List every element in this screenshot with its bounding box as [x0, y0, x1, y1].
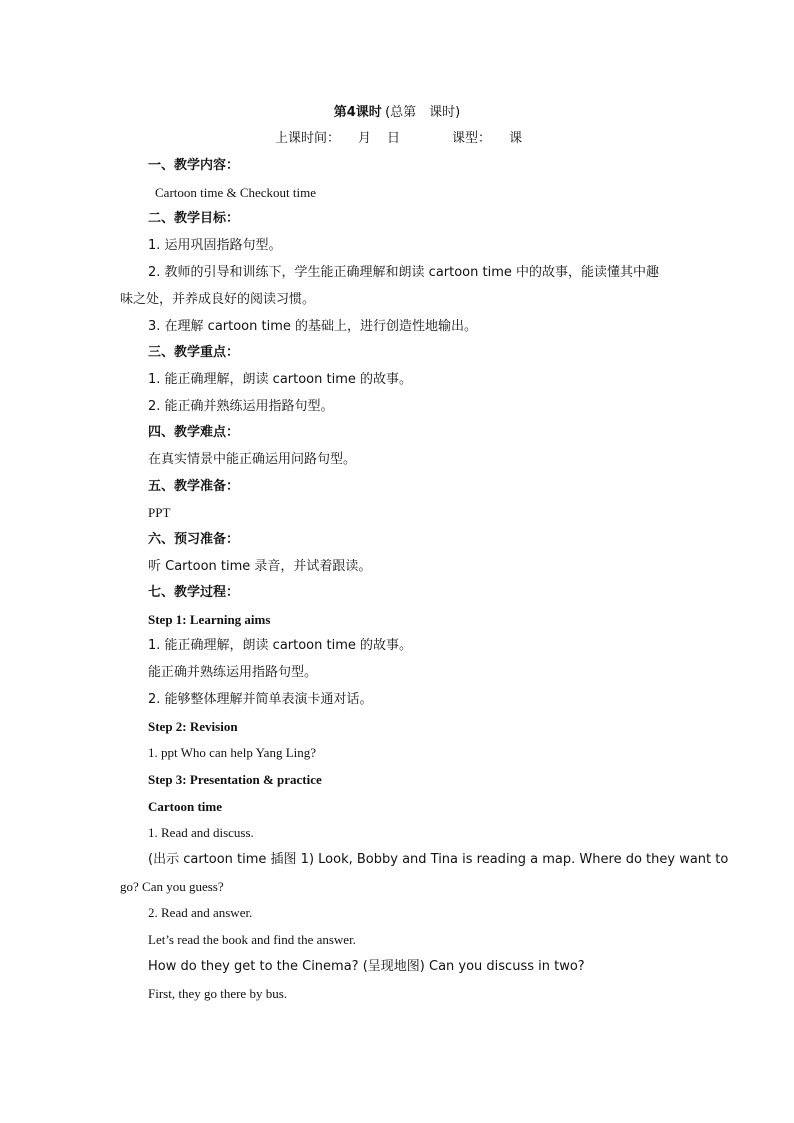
lesson-type-label: 课型：	[452, 131, 492, 146]
cartoon-text-a: Let’s read the book and find the answer.	[148, 932, 356, 947]
cartoon-paragraph-line-2: go? Can you guess?	[120, 879, 224, 894]
cartoon-item-1: 1. Read and discuss.	[148, 825, 254, 840]
cartoon-paragraph-line-1: (出示 cartoon time 插图 1) Look, Bobby and Tina is reading a map. Where do they want to	[148, 852, 729, 867]
step-1-item-1b: 能正确并熟练运用指路句型。	[148, 665, 318, 680]
step-1-heading: Step 1: Learning aims	[148, 612, 271, 627]
section-heading-process: 七、教学过程：	[148, 585, 240, 600]
section-heading-goals: 二、教学目标：	[148, 211, 240, 226]
cartoon-text-c: First, they go there by bus.	[148, 986, 288, 1001]
section-heading-preview: 六、预习准备：	[148, 532, 240, 547]
key-point-2: 2. 能正确并熟练运用指路句型。	[148, 399, 334, 414]
step-2-heading: Step 2: Revision	[148, 719, 238, 734]
month-label: 月	[358, 131, 372, 146]
lesson-title	[0, 104, 794, 121]
preparation-text: PPT	[148, 505, 171, 520]
step-1-item-2: 2. 能够整体理解并简单表演卡通对话。	[148, 692, 373, 707]
lesson-number: 第4课时	[333, 105, 382, 120]
goal-item-2-line-1: 2. 教师的引导和训练下，学生能正确理解和朗读 cartoon time 中的故事，能读懂其中趣	[148, 265, 660, 280]
section-heading-preparation: 五、教学准备：	[148, 479, 240, 494]
difficulty-text: 在真实情景中能正确运用问路句型。	[148, 452, 357, 467]
cartoon-time-heading: Cartoon time	[148, 799, 223, 814]
class-time-row	[275, 131, 522, 147]
goal-item-2-line-2: 味之处，并养成良好的阅读习惯。	[120, 292, 316, 307]
key-point-1: 1. 能正确理解，朗读 cartoon time 的故事。	[148, 372, 413, 387]
class-time-label: 上课时间：	[275, 131, 341, 146]
lesson-total: (总第 课时)	[385, 105, 461, 120]
section-heading-key-points: 三、教学重点：	[148, 345, 240, 360]
goal-item-1: 1. 运用巩固指路句型。	[148, 238, 282, 253]
cartoon-text-b: How do they get to the Cinema? (呈现地图) Can you discuss in two?	[148, 959, 585, 974]
step-2-item-1: 1. ppt Who can help Yang Ling?	[148, 745, 317, 760]
cartoon-item-2: 2. Read and answer.	[148, 905, 253, 920]
step-1-item-1: 1. 能正确理解，朗读 cartoon time 的故事。	[148, 638, 413, 653]
step-3-heading: Step 3: Presentation & practice	[148, 772, 322, 787]
section-heading-content: 一、教学内容：	[148, 158, 240, 173]
section-content-text: Cartoon time & Checkout time	[155, 185, 317, 200]
lesson-type-value: 课	[509, 131, 523, 146]
preview-text: 听 Cartoon time 录音，并试着跟读。	[148, 559, 372, 574]
day-label: 日	[387, 131, 401, 146]
goal-item-3: 3. 在理解 cartoon time 的基础上，进行创造性地输出。	[148, 319, 478, 334]
section-heading-difficulties: 四、教学难点：	[148, 425, 240, 440]
